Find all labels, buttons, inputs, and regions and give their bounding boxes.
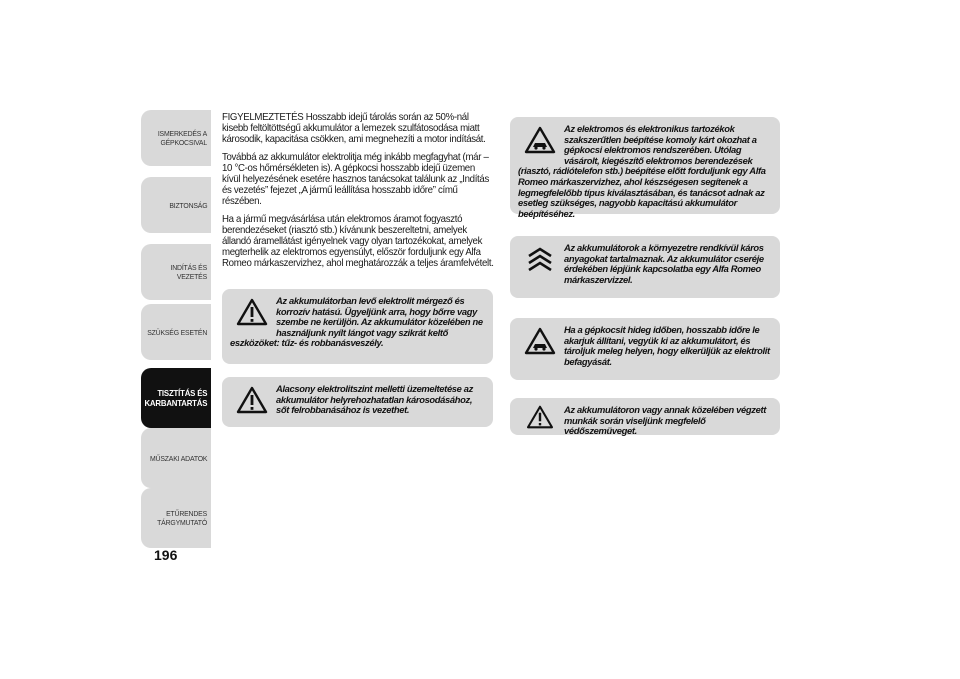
tab-biztonsag[interactable]	[141, 177, 211, 233]
tab-label: ISMERKEDÉS A GÉPKOCSIVAL	[157, 129, 207, 147]
environment-chevron-icon	[524, 245, 556, 273]
tab-targymutato[interactable]	[141, 488, 211, 548]
warning-text: Ha a gépkocsit hideg időben, hosszabb időre le akarjuk állítani, vegyük ki az akkumulátort, és tároljuk meleg helyen, hogy elkerüljük az elektrolit befagyását.	[564, 324, 770, 367]
warning-box-environment	[510, 236, 780, 298]
car-warning-icon	[524, 126, 556, 154]
warning-box-low-electrolyte	[222, 377, 493, 427]
tab-label: INDÍTÁS ÉS VEZETÉS	[170, 263, 207, 281]
tab-tisztitas[interactable]	[141, 368, 211, 428]
warning-text: Az akkumulátorban levő elektrolit mérgező és korrozív hatású. Ügyeljünk arra, hogy bőrre vagy szembe ne kerüljön. Az akkumulátor közelében ne használjunk nyílt lángot vagy szikrát keltő eszközöket: tűz- és robbanásveszély.	[230, 295, 483, 349]
warning-text: Az akkumulátoron vagy annak közelében végzett munkák során viseljünk megfelelő védőszemüveget.	[564, 404, 767, 437]
paragraph-warning-storage: FIGYELMEZTETÉS Hosszabb idejű tárolás során az 50%-nál kisebb feltöltöttségű akkumulátor a lemezek szulfátosodása miatt károsodik, kapacitása csökken, ami megnehezíti a motor indítását.	[222, 112, 486, 146]
warning-box-electrolyte	[222, 289, 493, 364]
tab-inditas[interactable]	[141, 244, 211, 300]
tab-label: ETŰRENDES TÁRGYMUTATÓ	[157, 509, 207, 527]
tab-szukseg[interactable]	[141, 304, 211, 360]
tab-label: BIZTONSÁG	[168, 200, 207, 210]
warning-triangle-icon	[524, 405, 556, 429]
warning-triangle-icon	[236, 386, 268, 414]
paragraph-electrolyte: Továbbá az akkumulátor elektrolitja még inkább megfagyhat (már –10 °C-os hőmérsékleten is). A gépkocsi hosszabb idejű üzemen kívül helyezésének esetére hasznos tanácsokat találunk az „Indítás és vezetés” fejezet „A jármű leállítása hosszabb időre” című részében.	[222, 151, 489, 208]
tab-label: TISZTÍTÁS ÉS KARBANTARTÁS	[144, 388, 208, 408]
page-number: 196	[154, 547, 178, 563]
tab-label: MŰSZAKI ADATOK	[149, 453, 207, 463]
warning-box-goggles	[510, 398, 780, 435]
warning-text: Az akkumulátorok a környezetre rendkívül káros anyagokat tartalmaznak. Az akkumulátor cseréje érdekében lépjünk kapcsolatba egy Alfa Romeo márkaszervizzel.	[564, 242, 764, 285]
tab-ismerkedes[interactable]	[141, 110, 211, 166]
paragraph-accessories: Ha a jármű megvásárlása után elektromos áramot fogyasztó berendezéseket (riasztó stb.) kívánunk beszereltetni, amelyek állandó áramellátást igényelnek vagy olyan tartozékokat, amelyek megterhelik az elektromos egyensúlyt, először forduljunk egy Alfa Romeo márkaszervizhez, ahol meghatározzák a teljes áramfelvételt.	[222, 213, 494, 270]
warning-box-electrical-accessories	[510, 117, 780, 219]
tab-label: SZÜKSÉG ESETÉN	[147, 327, 207, 337]
warning-box-cold-weather	[510, 318, 780, 380]
left-column	[222, 112, 494, 276]
tab-muszaki[interactable]	[141, 428, 211, 488]
warning-triangle-icon	[236, 298, 268, 326]
warning-text: Az elektromos és elektronikus tartozékok szakszerűtlen beépítése komoly kárt okozhat a gépkocsi elektromos rendszerében. Utólag vásárolt, kiegészítő elektromos berendezések (riasztó, rádiótelefon stb.) beépítése előtt forduljunk egy Alfa Romeo márkaszervizhez, ahol készségesen segítenek a legmegfelelőbb típus kiválasztásában, és tanácsot adnak az esetleg szükséges, nagyobb kapacitású akkumulátor beépítéséhez.	[518, 123, 766, 219]
car-warning-icon	[524, 327, 556, 355]
warning-text: Alacsony elektrolitszint melletti üzemeltetése az akkumulátor helyrehozhatatlan károsodásához, sőt felrobbanásához is vezethet.	[276, 383, 473, 416]
